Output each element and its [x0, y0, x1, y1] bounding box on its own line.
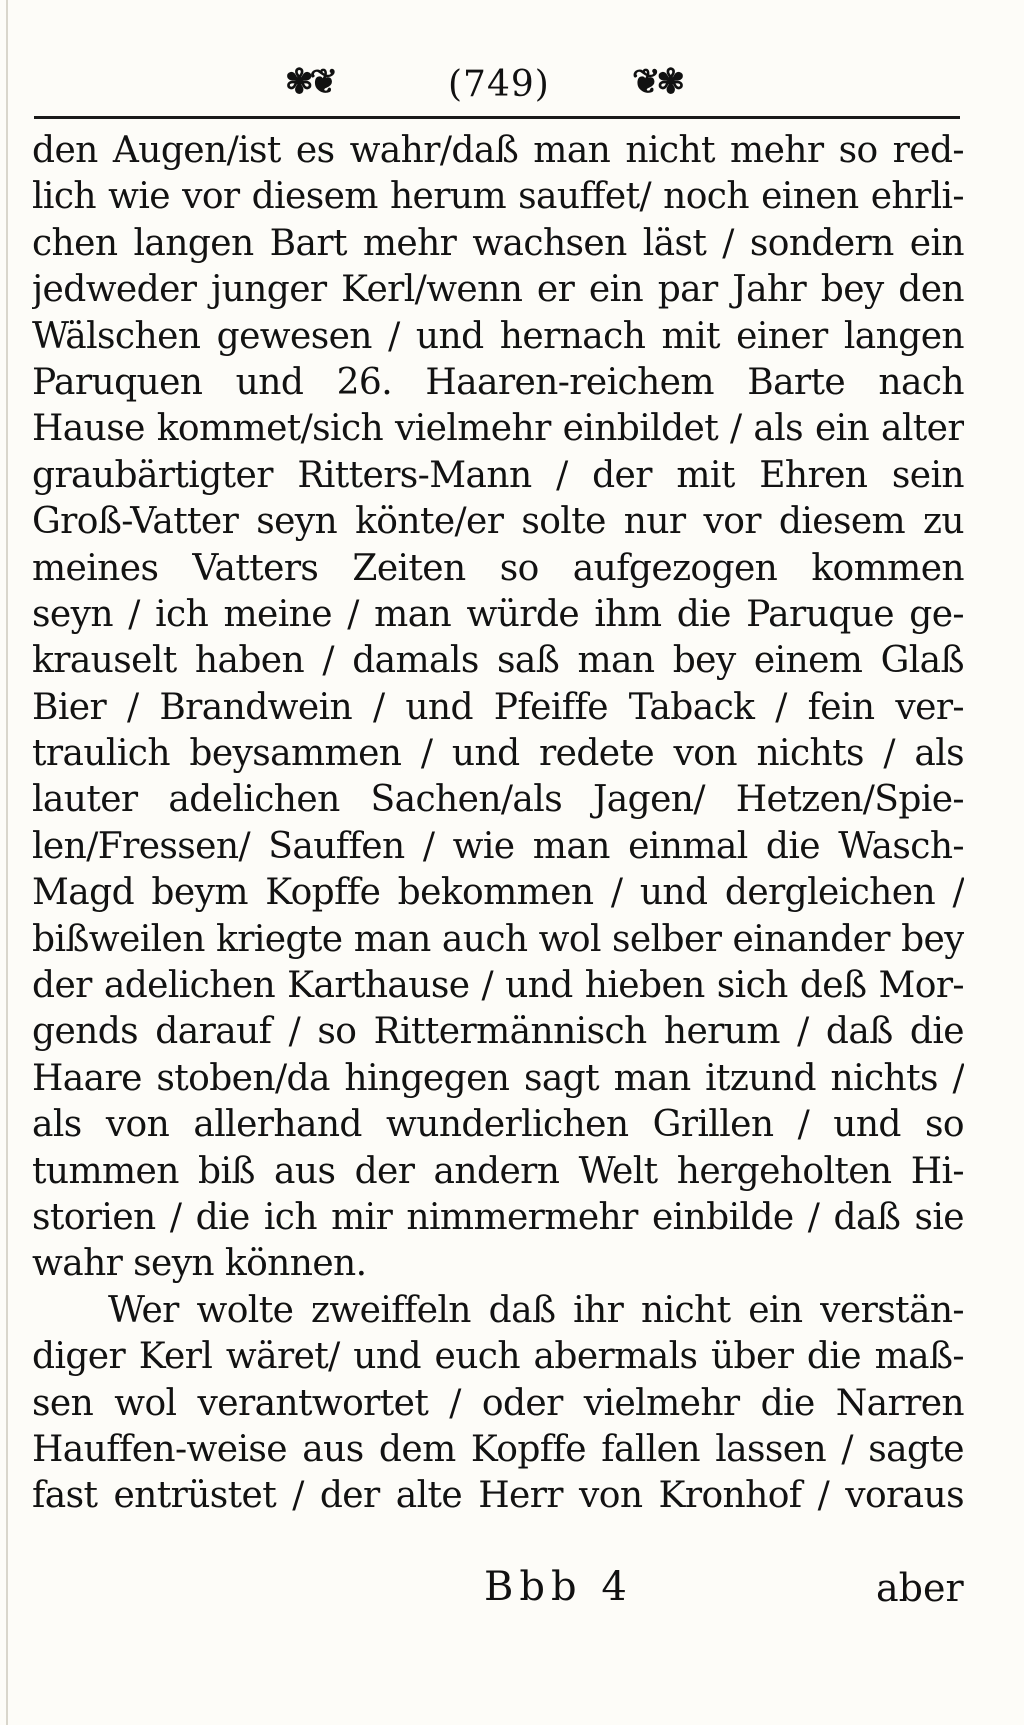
catchword: aber	[876, 1566, 964, 1610]
text-line: Wälschen gewesen / und hernach mit einer langen	[32, 315, 964, 357]
page-footer	[0, 1564, 1024, 1624]
text-line: meines Vatters Zeiten so aufgezogen kommen	[32, 547, 964, 589]
text-line: Bier / Brandwein / und Pfeiffe Taback / fein ver-	[32, 686, 964, 728]
page-edge	[6, 0, 8, 1725]
text-line: krauselt haben / damals saß man bey einem Glaß	[32, 640, 964, 682]
text-line: diger Kerl wäret/ und euch abermals über die maß-	[32, 1336, 964, 1378]
signature-mark: Bbb 4	[484, 1564, 633, 1610]
text-line: seyn / ich meine / man würde ihm die Paruque ge-	[32, 593, 964, 635]
text-line: tummen biß aus der andern Welt hergeholten Hi-	[32, 1150, 964, 1192]
text-line: storien / die ich mir nimmermehr einbilde / daß sie	[32, 1196, 964, 1238]
text-line: Hause kommet/sich vielmehr einbildet / als ein alter	[32, 408, 964, 450]
text-line: len/Fressen/ Sauffen / wie man einmal die Wasch-	[32, 825, 964, 867]
text-line: den Augen/ist es wahr/daß man nicht mehr so red-	[32, 130, 964, 171]
text-line: wahr seyn können.	[32, 1243, 367, 1285]
text-line: Groß-Vatter seyn könte/er solte nur vor diesem zu	[32, 501, 964, 543]
text-line: graubärtigter Ritters-Mann / der mit Ehren sein	[32, 454, 964, 496]
body-text	[32, 128, 964, 1520]
paragraph-1	[32, 128, 964, 1288]
ornament-right: ❦✾	[632, 62, 681, 102]
text-line: jedweder junger Kerl/wenn er ein par Jahr bey den	[32, 269, 964, 311]
page-number: (749)	[448, 64, 550, 105]
paragraph-2	[32, 1288, 964, 1520]
text-line: chen langen Bart mehr wachsen läst / sondern ein	[32, 222, 964, 264]
text-line: lauter adelichen Sachen/als Jagen/ Hetzen/Spie-	[32, 779, 964, 821]
text-line: gends darauf / so Rittermännisch herum / daß die	[32, 1011, 964, 1053]
text-line: Paruquen und 26. Haaren-reichem Barte nach	[32, 361, 964, 403]
text-line: Hauffen-weise aus dem Kopffe fallen lassen / sagte	[32, 1428, 964, 1470]
text-line: lich wie vor diesem herum sauffet/ noch einen ehrli-	[32, 176, 964, 218]
text-line: Haare stoben/da hingegen sagt man itzund nichts /	[32, 1057, 964, 1099]
text-line: sen wol verantwortet / oder vielmehr die Narren	[32, 1382, 964, 1424]
text-line: traulich beysammen / und redete von nichts / als	[32, 733, 964, 775]
text-line: bißweilen kriegte man auch wol selber einander bey	[32, 918, 964, 960]
header-rule	[34, 116, 960, 119]
running-header	[0, 60, 1024, 110]
ornament-left: ✾❦	[285, 62, 334, 102]
text-line: Wer wolte zweiffeln daß ihr nicht ein verstän-	[108, 1289, 964, 1331]
text-line: der adelichen Karthause / und hieben sich deß Mor-	[32, 965, 964, 1007]
text-line: fast entrüstet / der alte Herr von Kronhof / voraus	[32, 1475, 964, 1517]
text-line: Magd beym Kopffe bekommen / und dergleichen /	[32, 872, 964, 914]
text-line: als von allerhand wunderlichen Grillen / und so	[32, 1104, 964, 1146]
